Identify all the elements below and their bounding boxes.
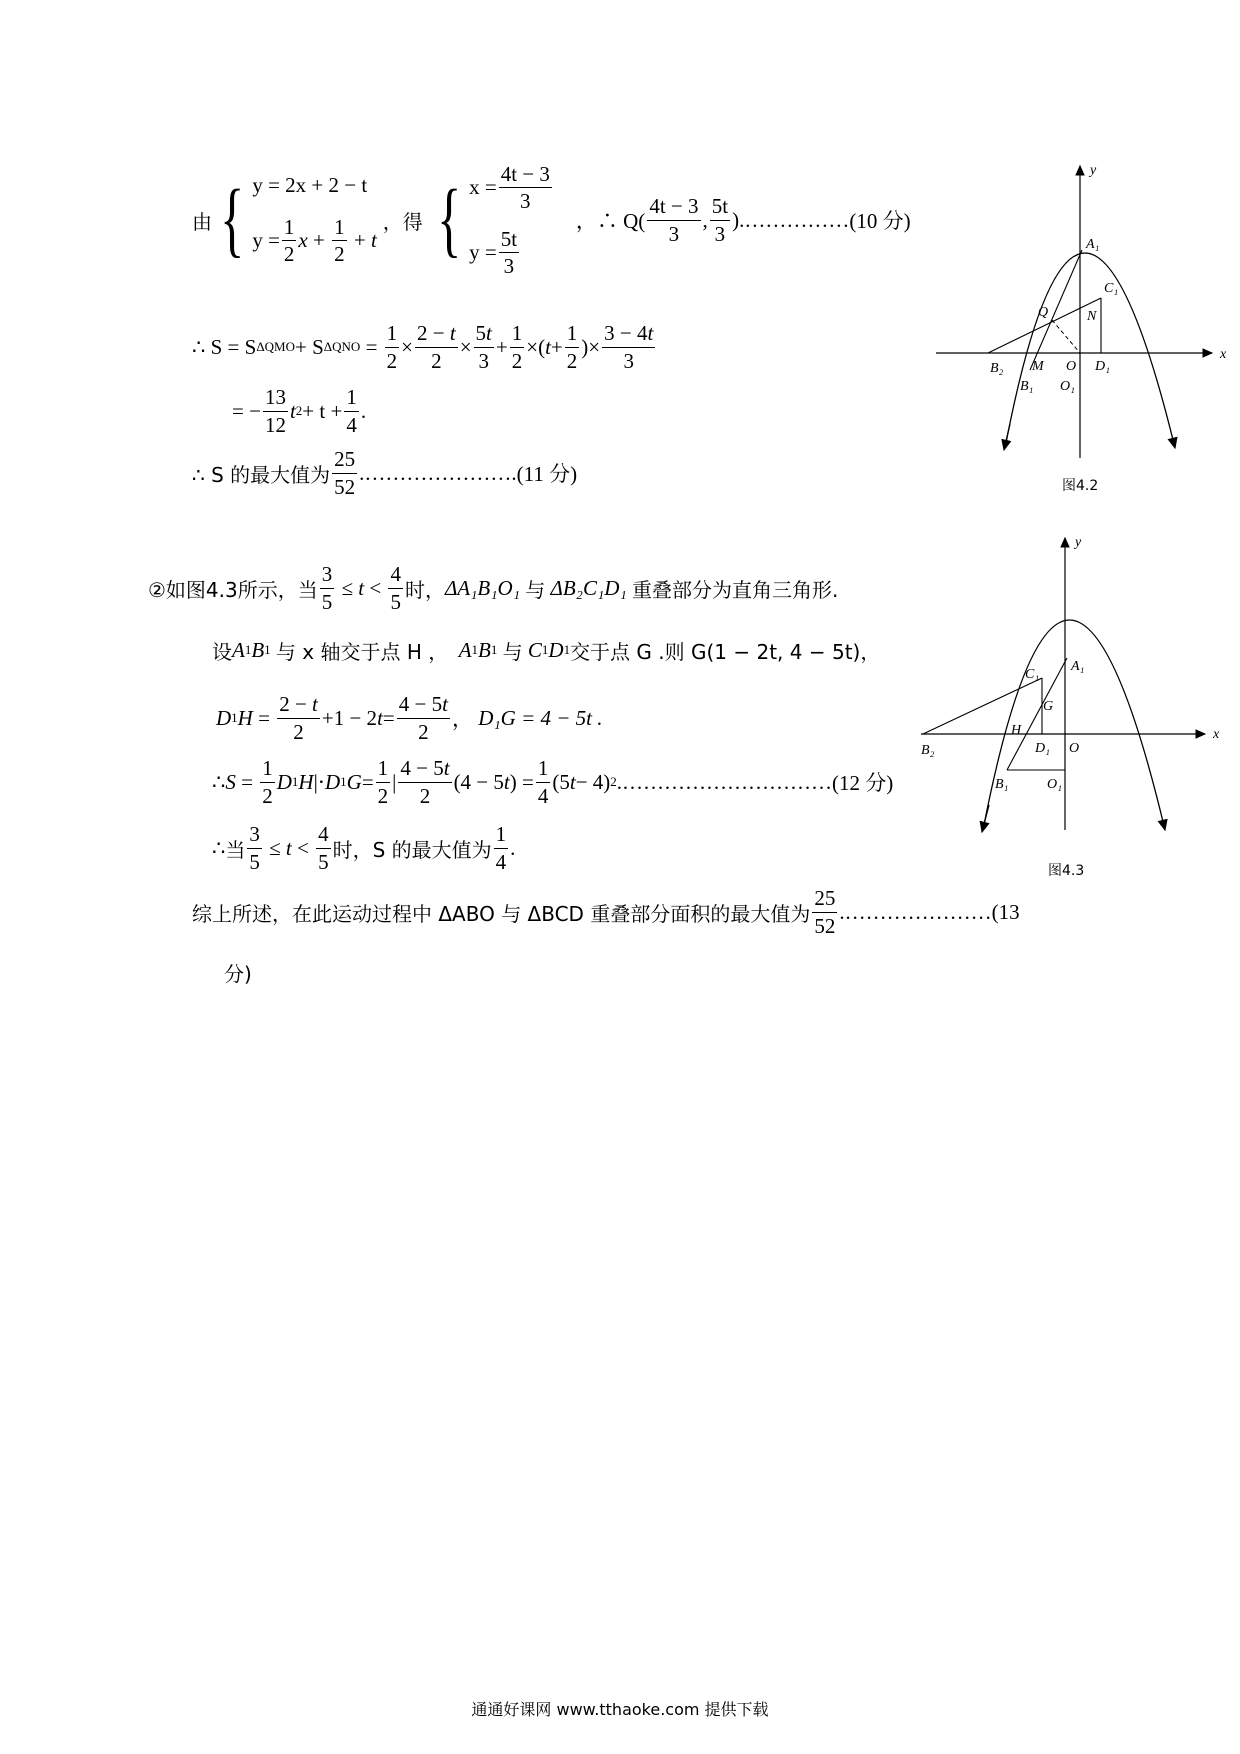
- figure-4-2: [930, 158, 1230, 478]
- score-12: (12 分): [832, 771, 894, 795]
- area-formula-line1: ∴ S = S ΔQMO + S ΔQNO = $\frac{1}{2}$ × $\frac{2 - t}{2}$ × $\frac{5t}{3}$ + $\frac{1}{2}$ ×( t + $\frac{1}{2}$ )× $\frac{3 - 4t}{3}$: [192, 321, 654, 373]
- system-solution: x = $\frac{4t - 3}{3}$ y = $\frac{5t}{3}$: [469, 161, 550, 278]
- label-n: N: [1087, 309, 1097, 324]
- summary-line: 综上所述，在此运动过程中 ΔABO 与 ΔBCD 重叠部分面积的最大值为 $\frac{25}{52}$ .…………………(13: [192, 886, 1020, 938]
- svg-text:G: G: [1043, 699, 1054, 714]
- max-value-line: ∴ S 的最大值为 $\frac{25}{52}$ .…………………. (11 分): [192, 447, 578, 499]
- svg-text:y: y: [1075, 535, 1082, 550]
- caption-fig-4-2: 图4.2: [1062, 478, 1099, 494]
- max-value-frac: $\frac{25}{52}$: [334, 447, 356, 499]
- figure-4-3: [915, 530, 1235, 860]
- case2-line: ②如图4.3所示，当 $\frac{3}{5}$ ≤ t < $\frac{4}{5}$ 时， ΔA₁B₁O₁ 与 ΔB₂C₁D₁ 重叠部分为直角三角形.: [148, 562, 839, 614]
- d1h-line: D 1 H = $\frac{2 - t}{2}$ +1 − 2 t = $\frac{4 - 5t}{2}$ ， D₁G = 4 − 5t .: [216, 692, 603, 744]
- svg-text:O₁: O₁: [1047, 777, 1062, 792]
- svg-text:B₂: B₂: [921, 743, 935, 758]
- left-brace: {: [220, 173, 245, 266]
- label-o: O: [1066, 359, 1077, 374]
- summary-cont: 分): [224, 962, 252, 986]
- therefore-q: ，∴ Q(: [575, 209, 646, 233]
- score-11: (11 分): [516, 462, 578, 486]
- parabola: [1005, 253, 1175, 448]
- svg-text:H: H: [1011, 723, 1022, 738]
- label-d1: D₁: [1095, 359, 1110, 374]
- max2-line: ∴ 当 $\frac{3}{5}$ ≤ t < $\frac{4}{5}$ 时，S 的最大值为 $\frac{1}{4}$ .: [212, 822, 516, 874]
- label-q: Q: [1038, 305, 1049, 320]
- svg-text:x: x: [1213, 727, 1220, 742]
- eq1: y = 2x + 2 − t: [252, 173, 368, 198]
- score-dots: ……………: [744, 207, 850, 232]
- lead-char: 由: [192, 209, 212, 234]
- svg-text:A₁: A₁: [1071, 659, 1085, 674]
- line-b2c1: [923, 678, 1042, 734]
- label-o1: O₁: [1060, 379, 1075, 394]
- svg-text:O: O: [1069, 741, 1080, 756]
- q-y: $\frac{5t}{3}$: [711, 194, 729, 246]
- area-formula-line2: = − $\frac{13}{12}$ t 2 + t + $\frac{1}{4}$ .: [232, 385, 367, 437]
- svg-text:B₁: B₁: [995, 777, 1009, 792]
- system-left: y = 2x + 2 − t y = $\frac{1}{2}$ x + $\frac{1}{2}$ + t: [252, 173, 377, 267]
- caption-fig-4-3: 图4.3: [1048, 863, 1085, 879]
- dashed-qo: [1052, 320, 1080, 353]
- page-footer: 通通好课网 www.tthaoke.com 提供下载: [471, 1700, 769, 1719]
- system-equations-line: 由 { y = 2x + 2 − t y = $\frac{1}{2}$ x + $\frac{1}{2}$ + t ，得 { x = $\frac{4t - 3}{3}$ y = $\frac{5t}{3}$ ，∴ Q( $\frac{4t - 3}{3}$ , $\frac{5t}{3}$ ). …………… (10 分): [192, 160, 911, 280]
- right-brace: {: [436, 173, 462, 266]
- label-b1: B₁: [1020, 379, 1034, 394]
- get-word: ，得: [382, 209, 423, 234]
- label-c1: C₁: [1104, 281, 1119, 296]
- label-b2: B₂: [990, 361, 1004, 376]
- s-formula-line: ∴ S = $\frac{1}{2}$ D 1 H |⋅ D 1 G = $\frac{1}{2}$ | $\frac{4 - 5t}{2}$ (4 − 5 t ) = $\frac{1}{4}$ (5 t − 4) 2 .………………………… (12 分): [212, 756, 894, 808]
- label-a1: A₁: [1086, 237, 1100, 252]
- label-x: x: [1220, 347, 1227, 362]
- label-y: y: [1090, 163, 1097, 178]
- score-10: (10 分): [849, 209, 911, 233]
- svg-text:D₁: D₁: [1035, 741, 1050, 756]
- setup-line: 设 A 1 B 1 与 x 轴交于点 H ， A 1 B 1 与 C 1 D 1 交于点 G .则 G(1 − 2t, 4 − 5t)，: [212, 637, 881, 664]
- svg-text:C₁: C₁: [1025, 667, 1040, 682]
- q-x: $\frac{4t - 3}{3}$: [649, 194, 699, 246]
- label-m: M: [1032, 359, 1044, 374]
